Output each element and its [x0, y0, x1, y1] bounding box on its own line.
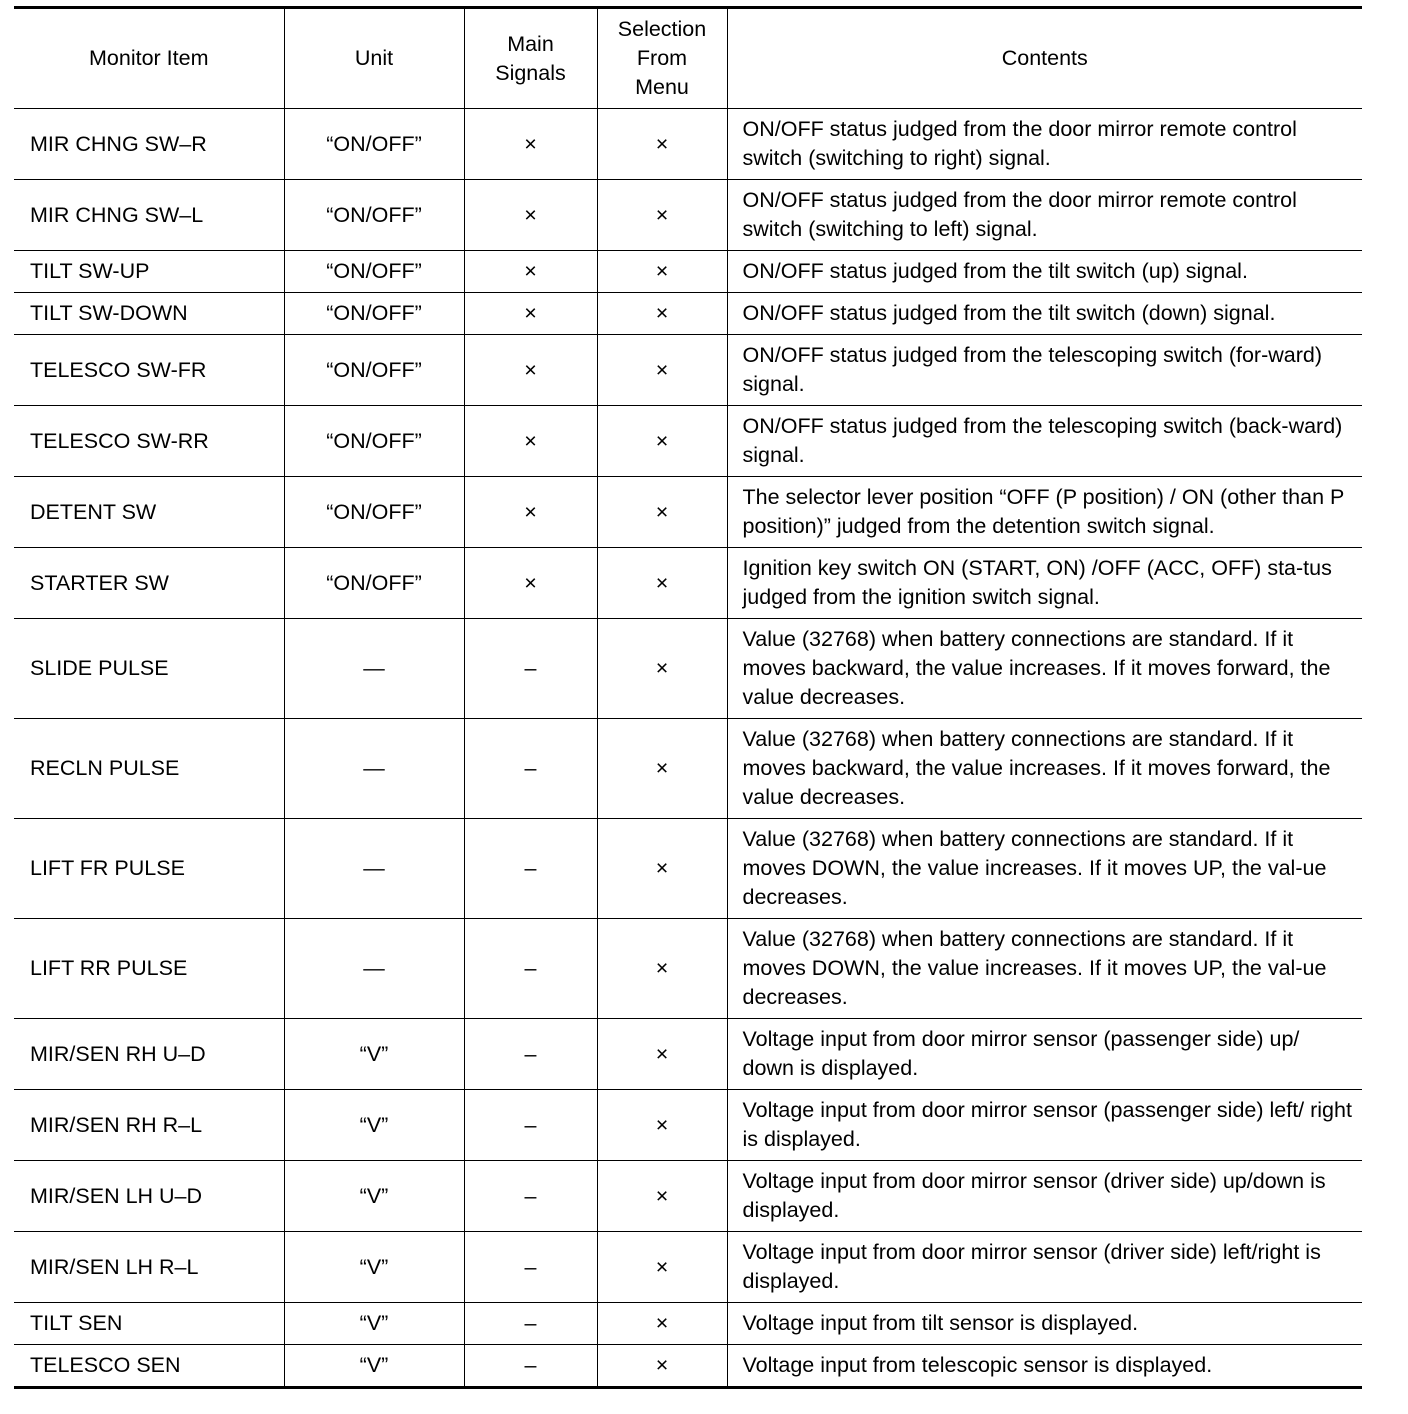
cell-contents: Voltage input from door mirror sensor (driver side) up/down is displayed. — [727, 1161, 1362, 1232]
header-monitor-item: Monitor Item — [14, 8, 284, 109]
cell-main-signals: – — [464, 819, 597, 919]
cell-monitor-item: STARTER SW — [14, 548, 284, 619]
cell-main-signals: – — [464, 1019, 597, 1090]
cell-selection-from-menu: × — [597, 1090, 727, 1161]
cell-selection-from-menu: × — [597, 477, 727, 548]
cell-monitor-item: TILT SW-UP — [14, 251, 284, 293]
cell-unit: “V” — [284, 1303, 464, 1345]
table-row — [14, 719, 1362, 819]
cell-monitor-item: TELESCO SEN — [14, 1345, 284, 1388]
cell-unit: — — [284, 719, 464, 819]
cell-main-signals: × — [464, 180, 597, 251]
table-body — [14, 109, 1362, 1388]
header-selection-line: From — [636, 46, 688, 70]
table-row — [14, 1090, 1362, 1161]
cell-unit: “ON/OFF” — [284, 251, 464, 293]
table-row — [14, 406, 1362, 477]
cell-unit: “ON/OFF” — [284, 477, 464, 548]
cell-selection-from-menu: × — [597, 1232, 727, 1303]
cell-main-signals: – — [464, 1090, 597, 1161]
cell-contents: Ignition key switch ON (START, ON) /OFF (ACC, OFF) sta-tus judged from the ignition switch signal. — [727, 548, 1362, 619]
cell-contents: Value (32768) when battery connections are standard. If it moves DOWN, the value increases. If it moves UP, the val-ue decreases. — [727, 919, 1362, 1019]
cell-selection-from-menu: × — [597, 335, 727, 406]
cell-contents: Voltage input from door mirror sensor (driver side) left/right is displayed. — [727, 1232, 1362, 1303]
cell-monitor-item: DETENT SW — [14, 477, 284, 548]
cell-unit: — — [284, 619, 464, 719]
table-row — [14, 109, 1362, 180]
header-contents: Contents — [727, 8, 1362, 109]
cell-monitor-item: MIR CHNG SW–R — [14, 109, 284, 180]
cell-main-signals: – — [464, 1161, 597, 1232]
cell-main-signals: – — [464, 619, 597, 719]
cell-selection-from-menu: × — [597, 293, 727, 335]
table-row — [14, 1161, 1362, 1232]
cell-unit: “V” — [284, 1019, 464, 1090]
cell-contents: ON/OFF status judged from the door mirror remote control switch (switching to left) signal. — [727, 180, 1362, 251]
cell-contents: The selector lever position “OFF (P position) / ON (other than P position)” judged from the detention switch signal. — [727, 477, 1362, 548]
cell-monitor-item: RECLN PULSE — [14, 719, 284, 819]
cell-selection-from-menu: × — [597, 251, 727, 293]
cell-main-signals: – — [464, 1345, 597, 1388]
header-selection-from-menu — [597, 8, 727, 109]
cell-selection-from-menu: × — [597, 719, 727, 819]
cell-contents: Voltage input from telescopic sensor is displayed. — [727, 1345, 1362, 1388]
cell-contents: Value (32768) when battery connections are standard. If it moves backward, the value increases. If it moves forward, the value decreases. — [727, 719, 1362, 819]
table-row — [14, 477, 1362, 548]
cell-selection-from-menu: × — [597, 548, 727, 619]
cell-selection-from-menu: × — [597, 919, 727, 1019]
cell-main-signals: × — [464, 335, 597, 406]
cell-contents: ON/OFF status judged from the telescoping switch (back-ward) signal. — [727, 406, 1362, 477]
cell-main-signals: – — [464, 719, 597, 819]
header-selection-line: Selection — [617, 17, 707, 41]
cell-unit: “V” — [284, 1232, 464, 1303]
table-row — [14, 919, 1362, 1019]
table-row — [14, 180, 1362, 251]
cell-unit: — — [284, 819, 464, 919]
cell-monitor-item: MIR/SEN LH U–D — [14, 1161, 284, 1232]
cell-unit: “V” — [284, 1090, 464, 1161]
header-main-signals — [464, 8, 597, 109]
table-header-row — [14, 8, 1362, 109]
header-unit: Unit — [284, 8, 464, 109]
cell-monitor-item: MIR CHNG SW–L — [14, 180, 284, 251]
cell-monitor-item: TELESCO SW-RR — [14, 406, 284, 477]
cell-selection-from-menu: × — [597, 406, 727, 477]
cell-contents: ON/OFF status judged from the tilt switch (down) signal. — [727, 293, 1362, 335]
cell-contents: Voltage input from door mirror sensor (passenger side) left/ right is displayed. — [727, 1090, 1362, 1161]
cell-unit: “V” — [284, 1345, 464, 1388]
cell-unit: “ON/OFF” — [284, 180, 464, 251]
cell-unit: “ON/OFF” — [284, 293, 464, 335]
cell-main-signals: × — [464, 109, 597, 180]
cell-monitor-item: LIFT FR PULSE — [14, 819, 284, 919]
cell-contents: Value (32768) when battery connections are standard. If it moves backward, the value increases. If it moves forward, the value decreases. — [727, 619, 1362, 719]
table-row — [14, 251, 1362, 293]
header-selection-line: Menu — [635, 75, 689, 99]
cell-contents: Voltage input from door mirror sensor (passenger side) up/ down is displayed. — [727, 1019, 1362, 1090]
cell-monitor-item: TILT SEN — [14, 1303, 284, 1345]
table-row — [14, 1232, 1362, 1303]
table-row — [14, 1019, 1362, 1090]
table-row — [14, 548, 1362, 619]
cell-selection-from-menu: × — [597, 1019, 727, 1090]
cell-contents: ON/OFF status judged from the tilt switch (up) signal. — [727, 251, 1362, 293]
cell-main-signals: – — [464, 919, 597, 1019]
cell-monitor-item: TELESCO SW-FR — [14, 335, 284, 406]
cell-unit: “ON/OFF” — [284, 548, 464, 619]
table-row — [14, 293, 1362, 335]
cell-selection-from-menu: × — [597, 1303, 727, 1345]
cell-selection-from-menu: × — [597, 819, 727, 919]
cell-main-signals: × — [464, 548, 597, 619]
cell-selection-from-menu: × — [597, 1161, 727, 1232]
header-main-signals-line: Signals — [495, 60, 566, 85]
cell-contents: Value (32768) when battery connections are standard. If it moves DOWN, the value increases. If it moves UP, the val-ue decreases. — [727, 819, 1362, 919]
cell-monitor-item: MIR/SEN RH U–D — [14, 1019, 284, 1090]
cell-monitor-item: SLIDE PULSE — [14, 619, 284, 719]
cell-selection-from-menu: × — [597, 109, 727, 180]
cell-main-signals: × — [464, 477, 597, 548]
cell-unit: “ON/OFF” — [284, 335, 464, 406]
cell-selection-from-menu: × — [597, 619, 727, 719]
cell-main-signals: × — [464, 293, 597, 335]
cell-selection-from-menu: × — [597, 1345, 727, 1388]
cell-main-signals: × — [464, 406, 597, 477]
cell-unit: “ON/OFF” — [284, 406, 464, 477]
table-row — [14, 1345, 1362, 1388]
cell-unit: “ON/OFF” — [284, 109, 464, 180]
table-row — [14, 619, 1362, 719]
cell-main-signals: – — [464, 1232, 597, 1303]
cell-unit: “V” — [284, 1161, 464, 1232]
table-row — [14, 1303, 1362, 1345]
table-row — [14, 819, 1362, 919]
monitor-item-table — [14, 6, 1362, 1389]
cell-contents: ON/OFF status judged from the telescoping switch (for-ward) signal. — [727, 335, 1362, 406]
cell-main-signals: × — [464, 251, 597, 293]
cell-monitor-item: MIR/SEN RH R–L — [14, 1090, 284, 1161]
cell-contents: Voltage input from tilt sensor is displayed. — [727, 1303, 1362, 1345]
cell-monitor-item: LIFT RR PULSE — [14, 919, 284, 1019]
cell-unit: — — [284, 919, 464, 1019]
cell-monitor-item: TILT SW-DOWN — [14, 293, 284, 335]
header-main-signals-line: Main — [507, 31, 554, 56]
cell-monitor-item: MIR/SEN LH R–L — [14, 1232, 284, 1303]
cell-selection-from-menu: × — [597, 180, 727, 251]
cell-contents: ON/OFF status judged from the door mirror remote control switch (switching to right) signal. — [727, 109, 1362, 180]
table-row — [14, 335, 1362, 406]
cell-main-signals: – — [464, 1303, 597, 1345]
